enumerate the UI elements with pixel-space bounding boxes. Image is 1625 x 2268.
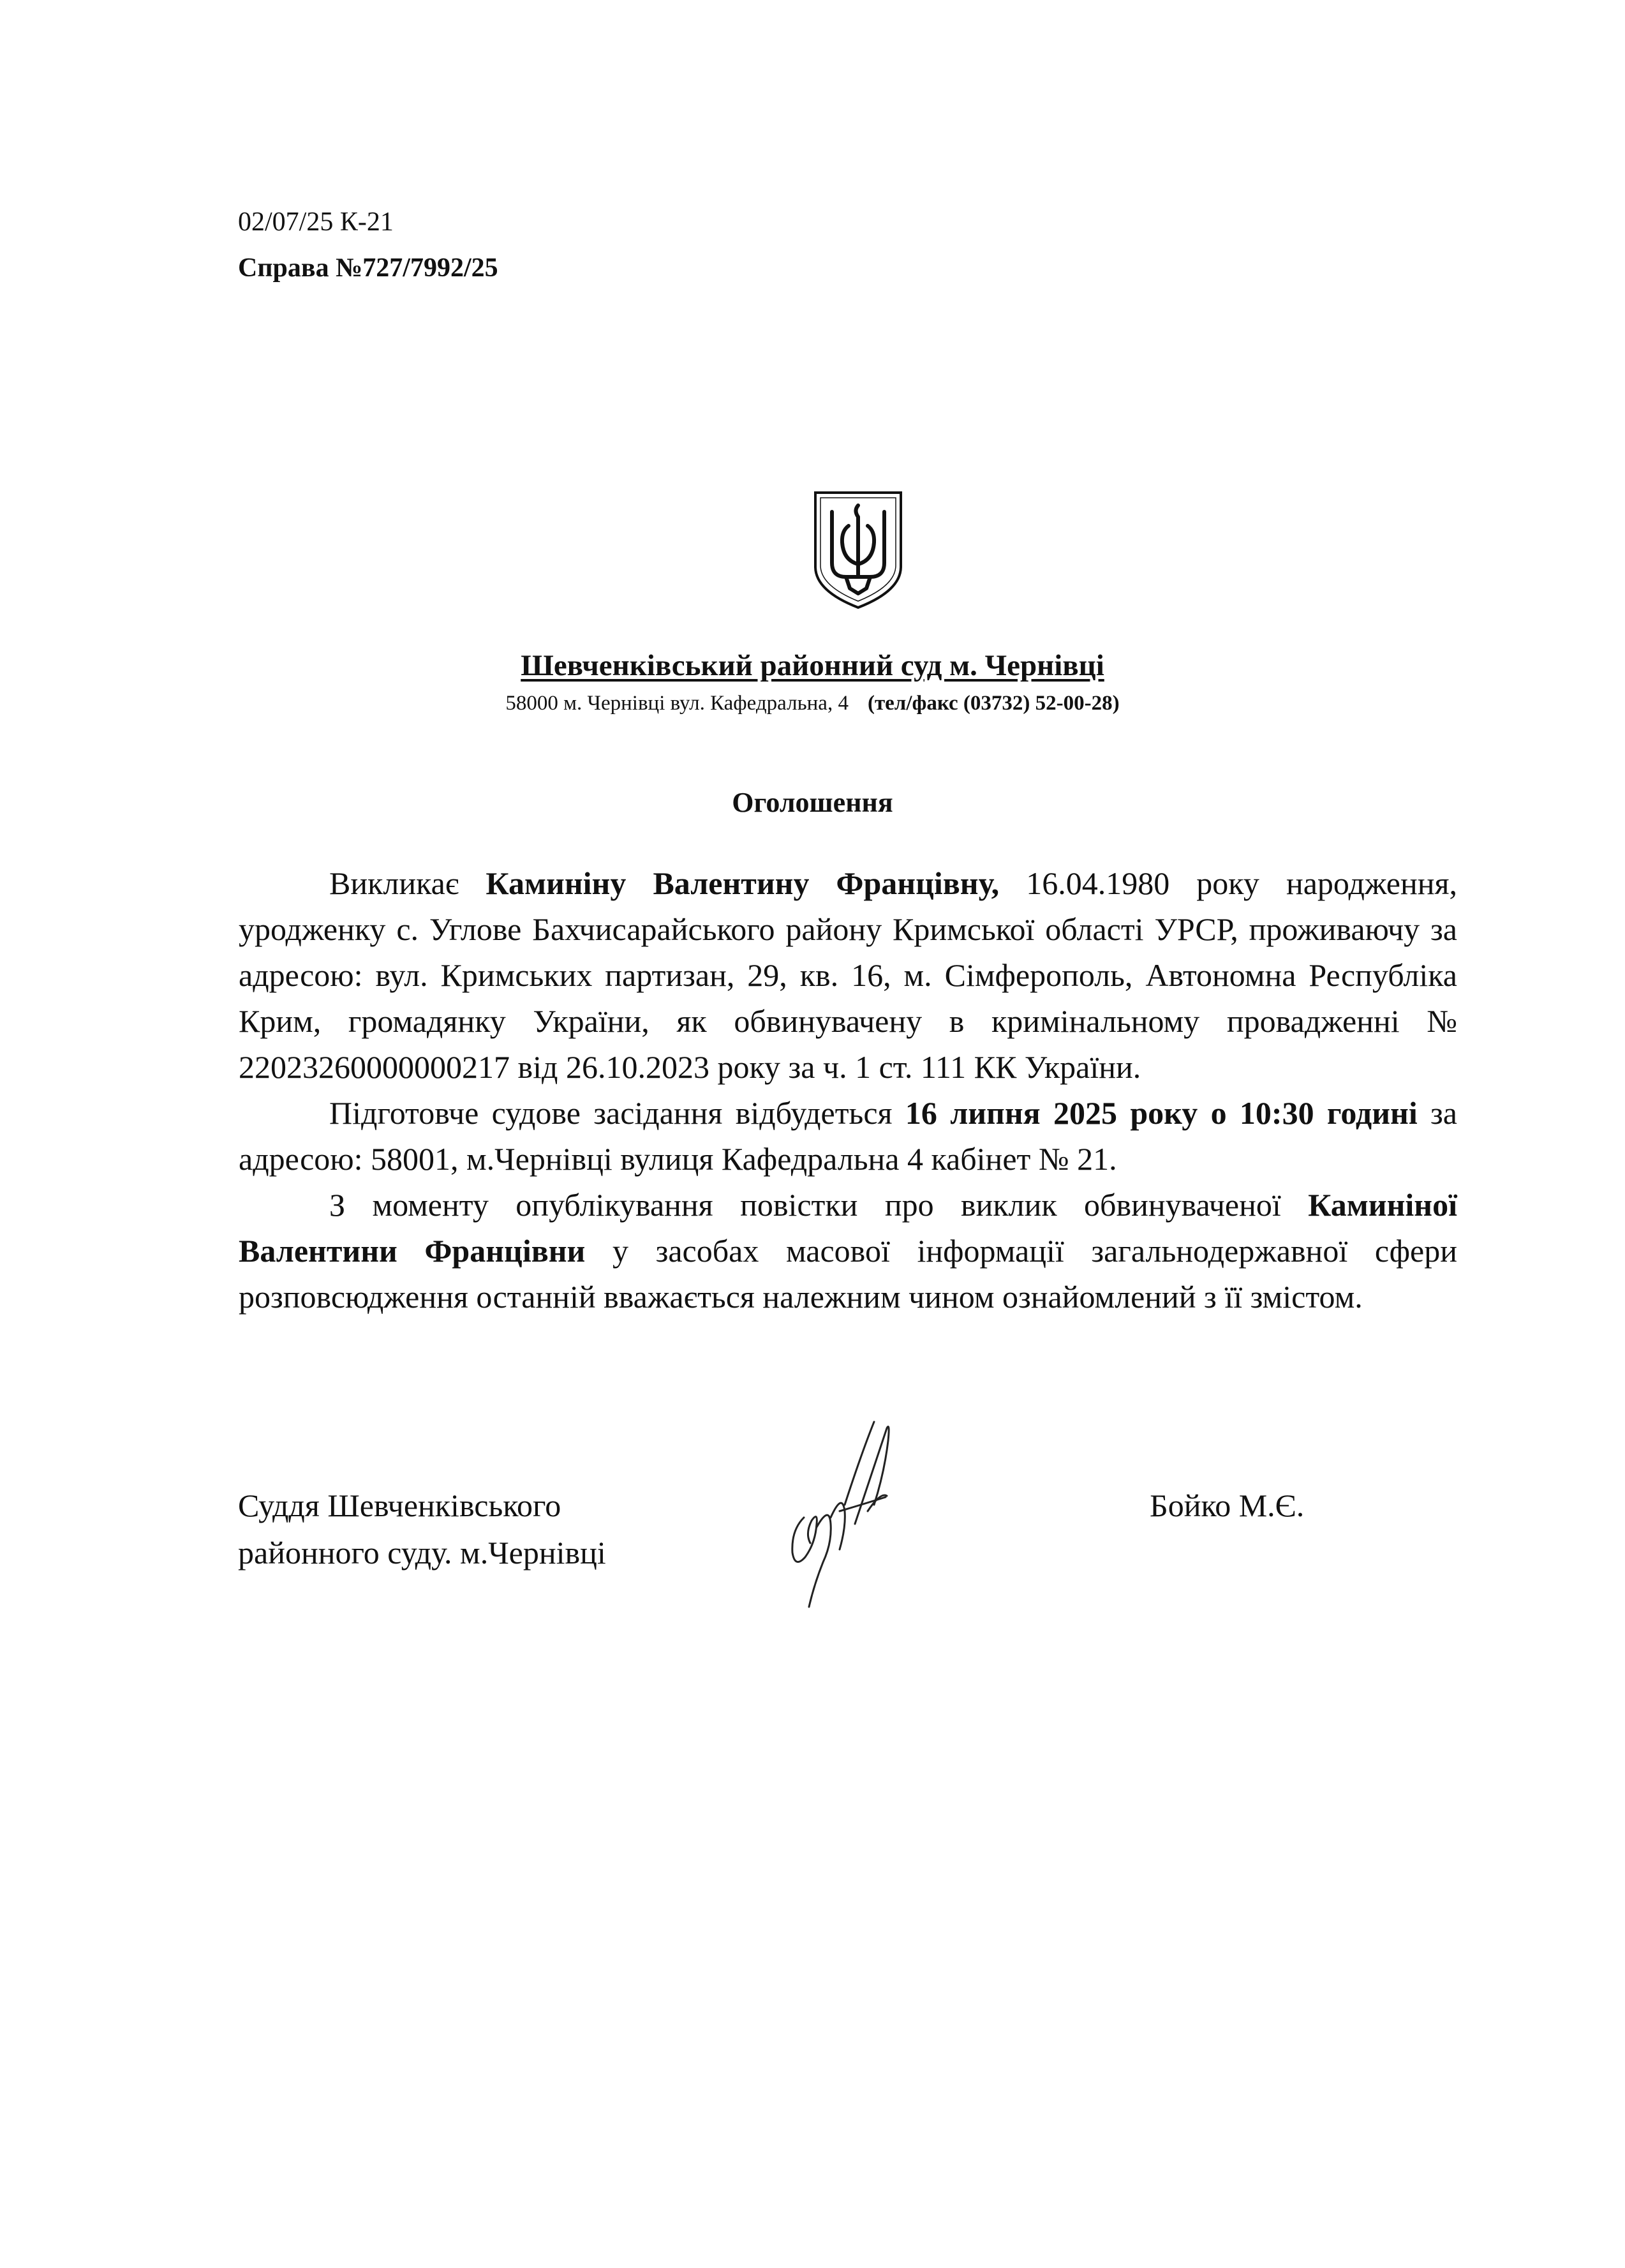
hearing-lead: Підготовче судове засідання відбудеться [329, 1095, 905, 1131]
notice-lead: З моменту опублікування повістки про виклик обвинуваченої [329, 1187, 1309, 1223]
court-name: Шевченківський районний суд м. Чернівці [521, 649, 1104, 682]
judge-title-line2: районного суду. м.Чернівці [238, 1535, 606, 1570]
paragraph-notice [239, 1182, 1457, 1320]
judge-title [238, 1482, 606, 1576]
notice-rest: у засобах масової інформації загальнодержавної сфери розповсюдження останній вважається належним чином ознайомлений з її змістом. [239, 1233, 1457, 1315]
announcement-body [239, 860, 1457, 1320]
hearing-location: за адресою: 58001, м.Чернівці вулиця Кафедральна 4 кабінет № 21. [239, 1095, 1457, 1177]
ukraine-trident-icon [812, 489, 905, 610]
paragraph-hearing [239, 1090, 1457, 1182]
reference-code: 02/07/25 К-21 [238, 207, 394, 237]
paragraph-summons [239, 860, 1457, 1090]
court-address: 58000 м. Чернівці вул. Кафедральна, 4 [505, 692, 849, 715]
defendant-name-genitive: Каминіної Валентини Францівни [239, 1187, 1457, 1269]
summons-lead: Викликає [329, 865, 486, 901]
handwritten-signature [778, 1415, 919, 1620]
hearing-datetime: 16 липня 2025 року о 10:30 годині [905, 1095, 1418, 1131]
court-address-line [0, 690, 1625, 717]
judge-title-line1: Суддя Шевченківського [238, 1488, 561, 1523]
case-number: Справа №727/7992/25 [238, 253, 498, 283]
judge-name: Бойко М.Є. [1150, 1488, 1305, 1523]
defendant-details: 16.04.1980 року народження, уродженку с. Углове Бахчисарайського району Кримської області УРСР, проживаючу за адресою: вул. Кримських партизан, 29, кв. 16, м. Сімферополь, Автономна Республіка Крим, громадянку України, як обвинувачену в кримінальному провадженні № 22023260000000217 від 26.10.2023 року за ч. 1 ст. 111 КК України. [239, 865, 1458, 1085]
defendant-name: Каминіну Валентину Францівну, [486, 865, 1000, 901]
document-title: Оголошення [732, 787, 893, 818]
court-phone: (тел/факс (03732) 52-00-28) [867, 692, 1120, 715]
